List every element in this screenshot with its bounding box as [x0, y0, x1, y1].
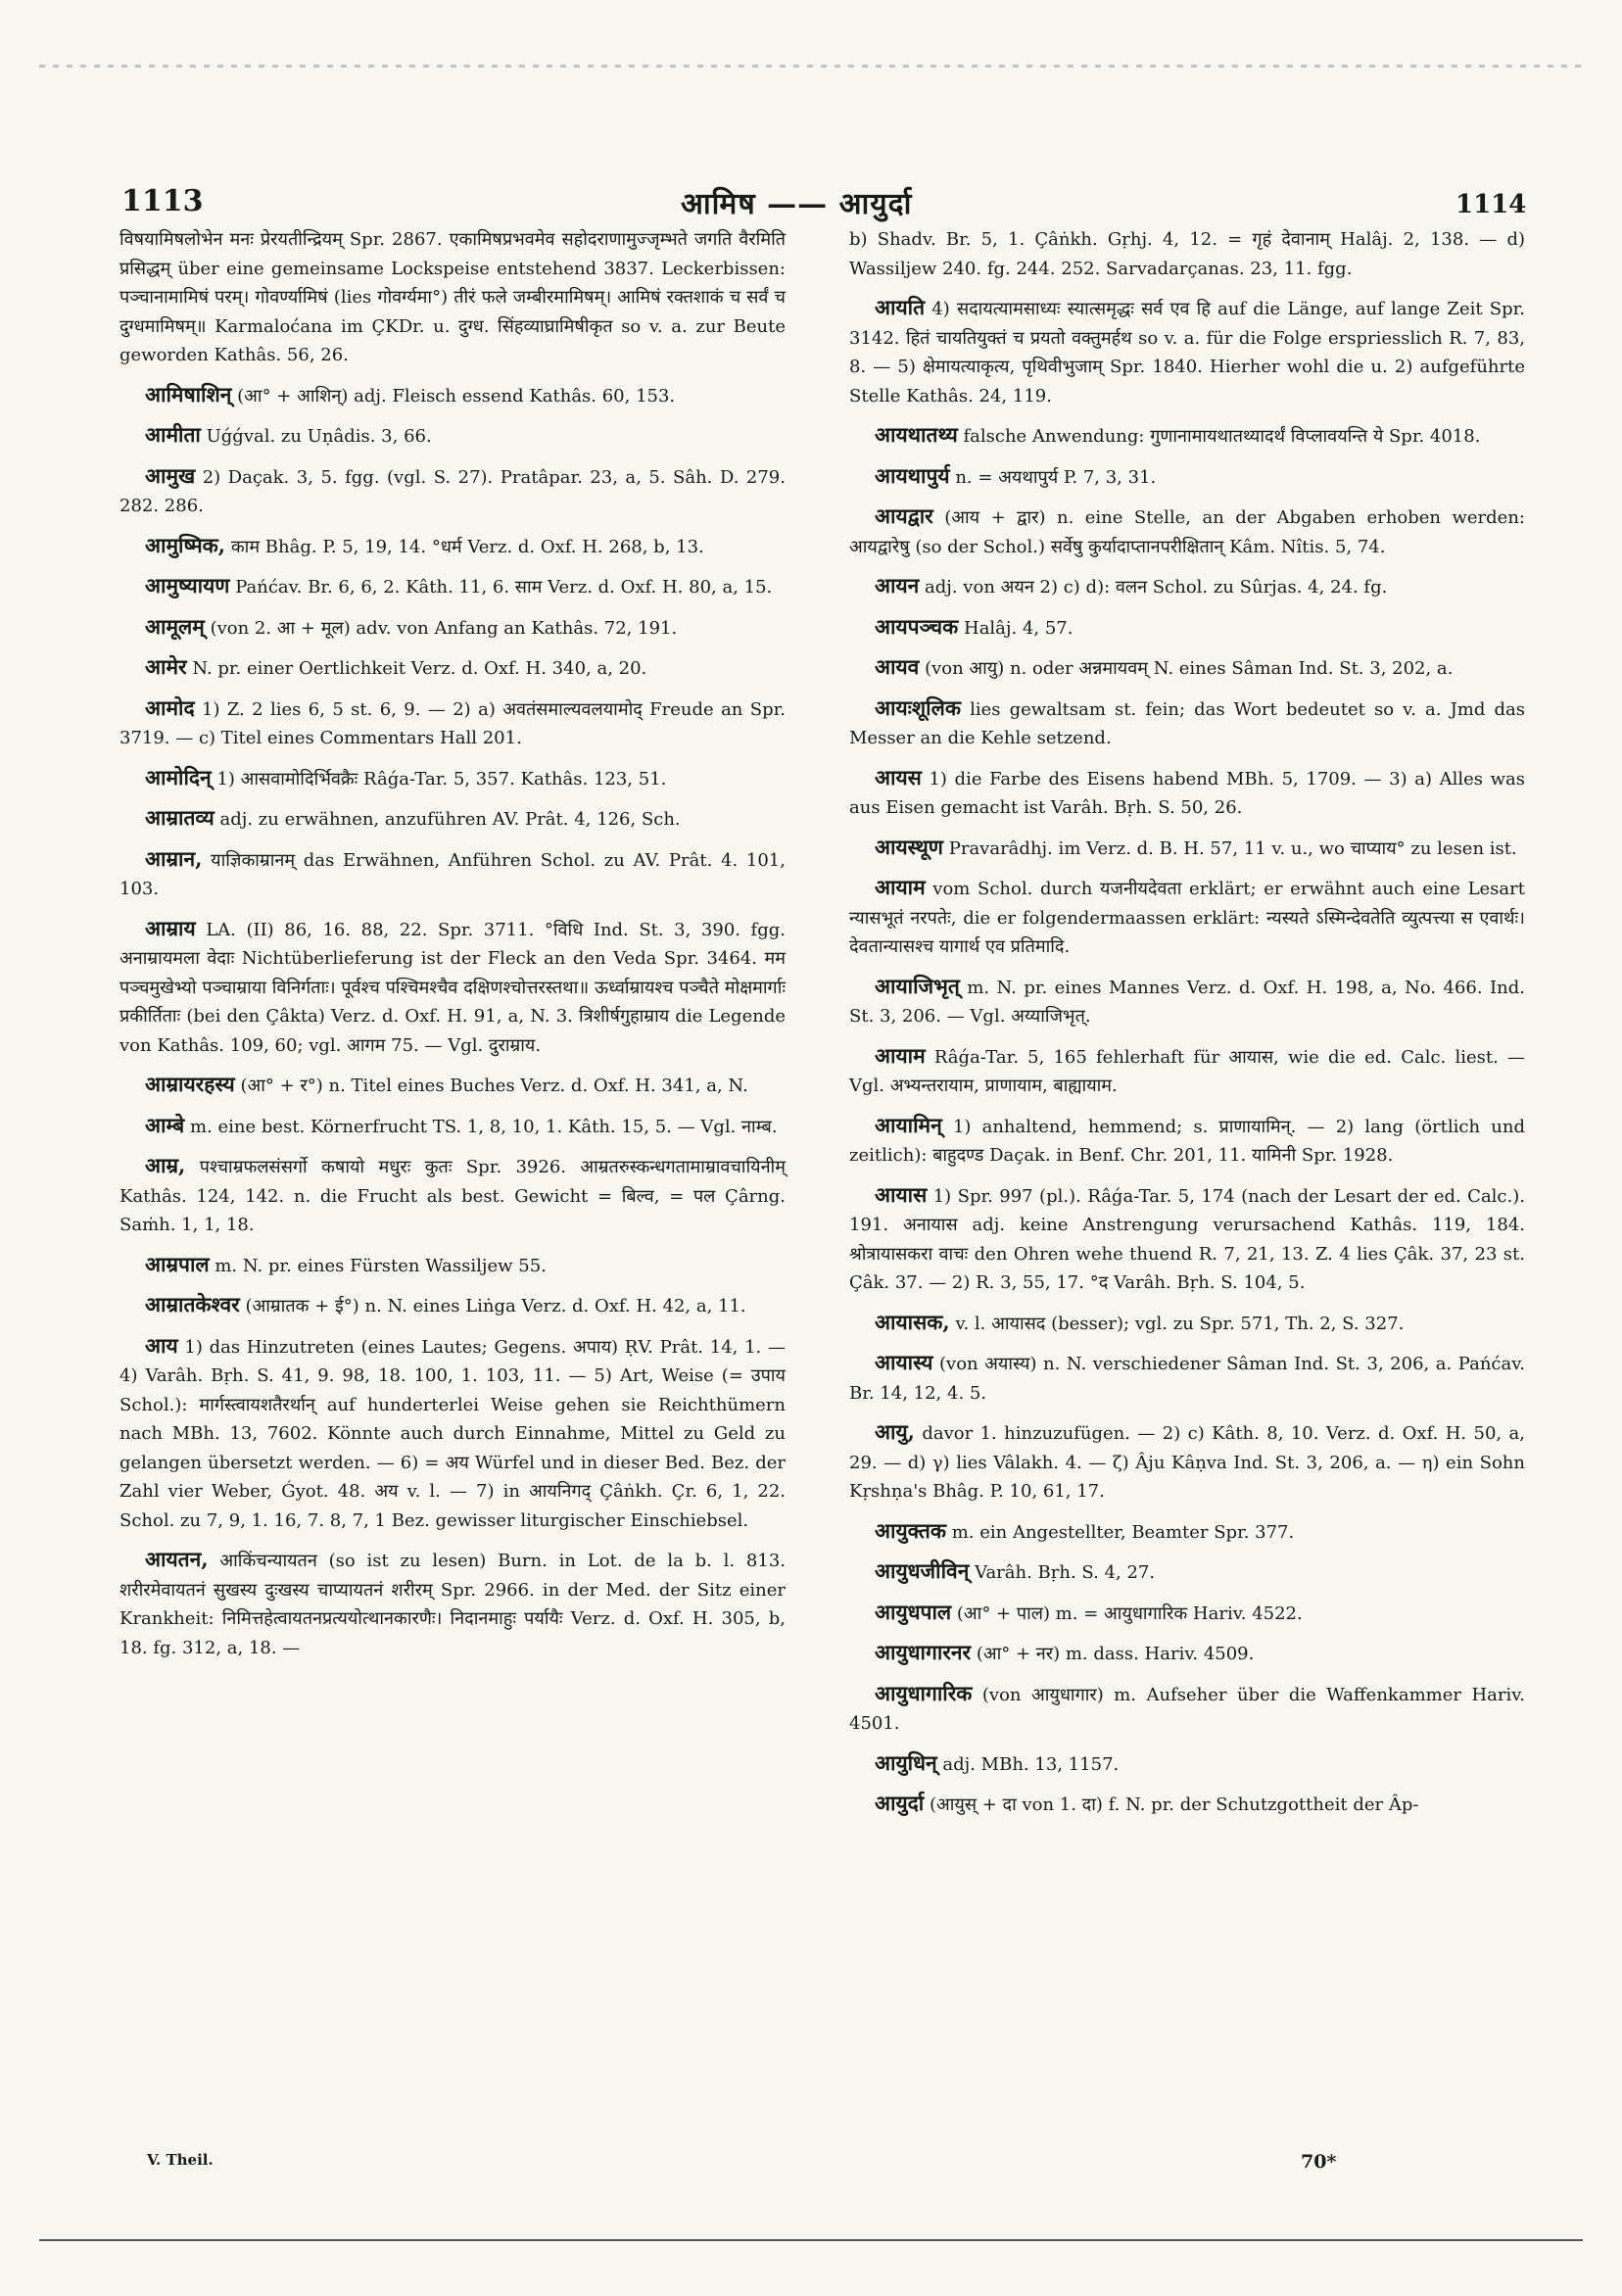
entry-headword: आम्रातव्य: [145, 805, 215, 830]
entry-headword: आमूलम्: [145, 613, 205, 639]
dictionary-entry: [849, 612, 1525, 644]
entry-text: 2) Daçak. 3, 5. fgg. (vgl. S. 27). Pratâpar. 23, a, 5. Sâh. D. 279. 282. 286.: [119, 466, 786, 516]
dictionary-entry: [119, 1290, 786, 1321]
entry-text: विषयामिषलोभेन मनः प्रेरयतीन्द्रियम् Spr. 2867. एकामिषप्रभवमेव सहोदराणामुज्जृम्भते जगति वैरमिति प्रसिद्धम् über eine gemeinsame Lockspeise entstehend 3837. Leckerbissen: पञ्चानामामिषं परम्। गोवर्ण्यामिषं (lies गोवर्ग्यमा°) तीरं फले जम्बीरमामिषम्। आमिषं रक्तशाकं च सर्वं च दुग्धमामिषम्॥ Karmaloćana im ÇKDr. u. दुग्ध. सिंहव्याघ्रामिषीकृत so v. a. zur Beute geworden Kathâs. 56, 26.: [119, 229, 786, 365]
entry-text: (von 2. आ + मूल) adv. von Anfang an Kathâs. 72, 191.: [210, 617, 678, 639]
entry-text: काम Bhâg. P. 5, 19, 14. °धर्म Verz. d. Oxf. H. 268, b, 13.: [230, 536, 704, 557]
entry-text: falsche Anwendung: गुणानामायथातथ्यादर्थं विप्लावयन्ति ये Spr. 4018.: [963, 426, 1481, 447]
entry-headword: आयति: [875, 295, 926, 319]
dictionary-entry: [849, 763, 1525, 823]
entry-headword: आमुष्यायण: [145, 573, 230, 598]
entry-text: m. N. pr. eines Fürsten Wassiljew 55.: [215, 1255, 547, 1276]
entry-text: Uǵǵval. zu Uṇâdis. 3, 66.: [206, 426, 432, 447]
entry-headword: आयु,: [875, 1419, 915, 1444]
dictionary-entry: [849, 1417, 1525, 1507]
dictionary-entry: [119, 461, 786, 521]
dictionary-entry: [849, 873, 1525, 962]
entry-text: आकिंचन्यायतन (so ist zu lesen) Burn. in Lot. de la b. l. 813. शरीरमेवायतनं सुखस्य दुःखस्य चाप्यायतनं शरीरम् Spr. 2966. in der Med. der Sitz einer Krankheit: निमित्तहेत्वायतनप्रत्ययोत्थानकारणैः। निदानमाहुः पर्यायैः Verz. d. Oxf. H. 305, b, 18. fg. 312, a, 18. —: [119, 1551, 786, 1658]
entry-text: (आ° + पाल) m. = आयुधागारिक Hariv. 4522.: [956, 1602, 1303, 1624]
dictionary-entry: [849, 571, 1525, 602]
entry-headword: आयुक्तक: [875, 1517, 946, 1543]
dictionary-entry: [849, 293, 1525, 410]
entry-text: Halâj. 4, 57.: [964, 617, 1073, 639]
entry-text: (आ° + आशिन्) adj. Fleisch essend Kathâs. 60, 153.: [237, 385, 676, 407]
dictionary-entry: [119, 612, 786, 644]
entry-text: (von अयास्य) n. N. verschiedener Sâman Ind. St. 3, 206, a. Pańćav. Br. 14, 12, 4. 5.: [849, 1354, 1525, 1404]
entry-text: 1) die Farbe des Eisens habend MBh. 5, 1709. — 3) a) Alles was aus Eisen gemacht ist Varâh. Bṛh. S. 50, 26.: [849, 768, 1525, 818]
volume-note: V. Theil.: [147, 2151, 214, 2169]
dictionary-entry: [849, 420, 1525, 452]
entry-headword: आयःशूलिक: [875, 694, 961, 720]
dictionary-entry: [119, 844, 786, 904]
entry-headword: आमीता: [145, 422, 201, 447]
dictionary-entry: [119, 531, 786, 562]
entry-text: m. ein Angestellter, Beamter Spr. 377.: [951, 1521, 1295, 1543]
entry-headword: आयुधपाल: [875, 1599, 952, 1624]
dictionary-entry: [849, 972, 1525, 1031]
entry-text: vom Schol. durch यजनीयदेवता erklärt; er erwähnt auch eine Lesart न्यासभूतं नरपतेः, die er folgendermaassen erklärt: न्यस्यते ऽस्मिन्देवतेति व्युत्पत्त्या स एवार्थः। देवतान्यासश्च यागार्थ एव प्रतिमादि.: [849, 879, 1525, 957]
dictionary-entry: [849, 1111, 1525, 1171]
entry-headword: आयास: [875, 1181, 928, 1207]
entry-headword: आयन: [875, 573, 920, 598]
entry-headword: आयद्वार: [875, 503, 933, 528]
dictionary-entry: [119, 803, 786, 835]
entry-text: 1) das Hinzutreten (eines Lautes; Gegens. अपाय) ṚV. Prât. 14, 1. — 4) Varâh. Bṛh. S. 41, 9. 98, 18. 100, 1. 103, 11. — 5) Art, Weise (= उपाय Schol.): मार्गस्त्वायशतैरर्थान् auf hunderterlei Weise gehen sie Reichthümern nach MBh. 13, 7602. Könnte auch durch Einnahme, Mittel zu Geld zu gelangen übersetzt werden. — 6) = अय Würfel und in dieser Bed. Bez. der Zahl vier Weber, Ǵyot. 48. अय v. l. — 7) in आयनिगद् Çâṅkh. Çr. 6, 1, 22. Schol. zu 7, 9, 1. 16, 7. 8, 7, 1 Bez. gewisser liturgischer Einschiebsel.: [119, 1336, 786, 1531]
dictionary-entry: [119, 1331, 786, 1536]
dictionary-entry: [119, 1111, 786, 1142]
page-number-right: 1114: [1455, 190, 1527, 219]
dictionary-entry: [849, 1556, 1525, 1588]
entry-text: 1) anhaltend, hemmend; s. प्राणायामिन्. — 2) lang (örtlich und zeitlich): बाहुदण्ड Daçak. in Benf. Chr. 201, 11. यामिनी Spr. 1928.: [849, 1116, 1525, 1166]
entry-text: 4) सदायत्यामसाध्यः स्यात्समृद्धः सर्व एव हि auf die Länge, auf lange Zeit Spr. 3142. हितं चायतियुक्तं च प्रयतो वक्तुमर्हथ so v. a. für die Folge erspriesslich R. 7, 83, 8. — 5) क्षेमायत्याकृत्य, पृथिवीभुजाम् Spr. 1840. Hierher wohl die u. 2) aufgeführte Stelle Kathâs. 24, 119.: [849, 299, 1525, 407]
dictionary-entry: [849, 1180, 1525, 1298]
entry-text: पश्चाम्रफलसंसर्गो कषायो मधुरः कुतः Spr. 3926. आम्रतरुस्कन्धगतामाम्रावचायिनीम् Kathâs. 124, 142. n. die Frucht als best. Gewicht = बिल्व, = पल Çârng. Saṁh. 1, 1, 18.: [119, 1157, 786, 1235]
entry-text: lies gewaltsam st. fein; das Wort bedeutet so v. a. Jmd das Messer an die Kehle setzend.: [849, 698, 1525, 748]
dictionary-entry: [119, 652, 786, 684]
entry-headword: आम्रातकेश्वर: [145, 1292, 240, 1316]
entry-headword: आयुधागारिक: [875, 1680, 973, 1705]
dictionary-entry: [119, 420, 786, 452]
entry-text: (von आयुधागार) m. Aufseher über die Waffenkammer Hariv. 4501.: [849, 1684, 1525, 1734]
entry-headword: आयामिन्: [875, 1112, 942, 1137]
dictionary-entry: [849, 502, 1525, 561]
entry-headword: आयुधिन्: [875, 1749, 937, 1775]
entry-headword: आयस: [875, 764, 922, 789]
page-number-left: 1113: [121, 184, 204, 218]
entry-headword: आमुख: [145, 462, 196, 488]
dictionary-entry: [849, 652, 1525, 684]
entry-text: Varâh. Bṛh. S. 4, 27.: [975, 1562, 1156, 1583]
dictionary-entry: [849, 1679, 1525, 1739]
left-column: [119, 225, 786, 1672]
dictionary-entry: [849, 1041, 1525, 1101]
right-column: [849, 225, 1525, 1830]
entry-text: davor 1. hinzuzufügen. — 2) c) Kâth. 8, 10. Verz. d. Oxf. H. 50, a, 29. — d) γ) lies Vâlakh. 4. — ζ) Âju Kâṇva Ind. St. 3, 206, a. — η) ein Sohn Kṛshṇa's Bhâg. P. 10, 61, 17.: [849, 1423, 1525, 1502]
dictionary-entry: [119, 694, 786, 753]
dictionary-entry: [849, 1789, 1525, 1820]
entry-headword: आय: [145, 1332, 178, 1358]
entry-headword: आम्रायरहस्य: [145, 1072, 235, 1096]
dictionary-entry: [849, 833, 1525, 864]
running-head: आमिष —— आयुर्दा: [681, 187, 913, 221]
entry-headword: आयथापुर्य: [875, 462, 950, 488]
entry-text: (आय + द्वार) n. eine Stelle, an der Abgaben erhoben werden: आयद्वारेषु (so der Schol.) सर्वेषु कुर्यादाप्तानपरीक्षितान् Kâm. Nîtis. 5, 74.: [849, 507, 1525, 557]
dictionary-entry: [849, 694, 1525, 753]
entry-text: (von आयु) n. oder अन्नमायवम् N. eines Sâman Ind. St. 3, 202, a.: [925, 658, 1454, 679]
entry-headword: आमुष्मिक,: [145, 532, 226, 557]
entry-text: 1) Spr. 997 (pl.). Râǵa-Tar. 5, 174 (nach der Lesart der ed. Calc.). 191. अनायास adj. keine Anstrengung verursachend Kathâs. 119, 184. श्रोत्रायासकरा वाचः den Ohren wehe thuend R. 7, 21, 13. Z. 4 lies Çâk. 37, 23 st. Çâk. 37. — 2) R. 3, 55, 17. °द Varâh. Bṛh. S. 104, 5.: [849, 1185, 1525, 1293]
dictionary-entry: [849, 1516, 1525, 1548]
dictionary-entry: [849, 1348, 1525, 1408]
dictionary-entry: [119, 1545, 786, 1662]
entry-text: (आम्रातक + ई°) n. N. eines Liṅga Verz. d. Oxf. H. 42, a, 11.: [245, 1296, 746, 1316]
dictionary-entry: [119, 1151, 786, 1240]
dictionary-entry: [849, 225, 1525, 283]
entry-headword: आयासक,: [875, 1309, 950, 1334]
entry-headword: आयुधागारनर: [875, 1640, 972, 1664]
entry-text: adj. MBh. 13, 1157.: [942, 1753, 1120, 1775]
entry-text: (आयुस् + दा von 1. दा) f. N. pr. der Schutzgottheit der Âp-: [929, 1794, 1419, 1815]
entry-headword: आयव: [875, 654, 920, 679]
entry-text: Râǵa-Tar. 5, 165 fehlerhaft für आयास, wie die ed. Calc. liest. — Vgl. अभ्यन्तरायाम, प्राणायाम, बाह्यायाम.: [849, 1046, 1525, 1096]
entry-headword: आमिषाशिन्: [145, 381, 232, 407]
entry-headword: आयुधजीविन्: [875, 1558, 970, 1583]
scan-artifact-line: [39, 65, 1583, 68]
entry-headword: आयतन,: [145, 1547, 209, 1571]
entry-text: 1) आसवामोदिर्भिवक्रैः Râǵa-Tar. 5, 357. Kathâs. 123, 51.: [216, 768, 667, 789]
entry-headword: आयस्थूण: [875, 834, 943, 859]
entry-headword: आमोदिन्: [145, 764, 212, 789]
entry-text: adj. von अयन 2) c) d): वलन Schol. zu Sûrjas. 4, 24. fg.: [925, 577, 1388, 598]
entry-headword: आमेर: [145, 654, 187, 679]
entry-text: n. = अयथापुर्य P. 7, 3, 31.: [955, 466, 1157, 488]
entry-text: N. pr. einer Oertlichkeit Verz. d. Oxf. H. 340, a, 20.: [192, 658, 647, 679]
entry-text: (आ° + नर) m. dass. Hariv. 4509.: [976, 1644, 1255, 1664]
dictionary-entry: [119, 763, 786, 794]
entry-text: याज्ञिकाम्रानम् das Erwähnen, Anführen Schol. zu AV. Prât. 4. 101, 103.: [119, 849, 786, 899]
entry-headword: आयपञ्चक: [875, 613, 959, 639]
dictionary-entry: [849, 1638, 1525, 1669]
dictionary-entry: [119, 571, 786, 602]
entry-headword: आयुर्दा: [875, 1791, 925, 1815]
entry-text: m. N. pr. eines Mannes Verz. d. Oxf. H. 198, a, No. 466. Ind. St. 3, 206. — Vgl. अय्याजिभृत्.: [849, 977, 1525, 1027]
entry-text: v. l. आयासद (besser); vgl. zu Spr. 571, Th. 2, S. 327.: [955, 1313, 1405, 1334]
entry-headword: आमोद: [145, 694, 195, 720]
entry-text: (आ° + र°) n. Titel eines Buches Verz. d. Oxf. H. 341, a, N.: [240, 1076, 748, 1096]
dictionary-entry: [119, 1070, 786, 1101]
dictionary-entry: [119, 225, 786, 370]
dictionary-entry: [849, 1308, 1525, 1339]
entry-text: b) Shadv. Br. 5, 1. Çâṅkh. Gṛhj. 4, 12. = गृहं देवानाम् Halâj. 2, 138. — d) Wassiljew 240. fg. 244. 252. Sarvadarçanas. 23, 11. fgg.: [849, 229, 1525, 279]
entry-headword: आम्राय: [145, 915, 196, 940]
entry-text: Pravarâdhj. im Verz. d. B. H. 57, 11 v. u., wo चाप्याय° zu lesen ist.: [948, 837, 1517, 859]
signature-mark: 70*: [1301, 2151, 1337, 2173]
entry-headword: आयास्य: [875, 1350, 933, 1374]
entry-text: m. eine best. Körnerfrucht TS. 1, 8, 10, 1. Kâth. 15, 5. — Vgl. नाम्ब.: [190, 1116, 778, 1137]
dictionary-entry: [119, 914, 786, 1061]
dictionary-entry: [119, 380, 786, 411]
entry-text: 1) Z. 2 lies 6, 5 st. 6, 9. — 2) a) अवतंसमाल्यवलयामोद् Freude an Spr. 3719. — c) Titel eines Commentars Hall 201.: [119, 698, 786, 748]
dictionary-entry: [119, 1250, 786, 1281]
entry-headword: आयाम: [875, 875, 926, 899]
bottom-rule: [39, 2239, 1583, 2241]
page-header: [0, 180, 1622, 229]
dictionary-entry: [849, 1748, 1525, 1780]
entry-headword: आम्र,: [145, 1153, 186, 1177]
entry-text: Pańćav. Br. 6, 6, 2. Kâth. 11, 6. साम Verz. d. Oxf. H. 80, a, 15.: [235, 577, 773, 598]
entry-text: LA. (II) 86, 16. 88, 22. Spr. 3711. °विधि Ind. St. 3, 390. fgg. अनाम्रायमला वेदाः Nichtüberlieferung ist der Fleck an den Veda Spr. 3464. मम पञ्चमुखेभ्यो पञ्चाम्राया विनिर्गताः। पूर्वश्च पश्चिमश्चैव दक्षिणश्चोत्तरस्तथा॥ ऊर्ध्वाम्रायश्च पञ्चैते मोक्षमार्गाः प्रकीर्तिताः (bei den Çâkta) Verz. d. Oxf. H. 91, a, N. 3. त्रिशीर्षगुहाम्राय die Legende von Kathâs. 109, 60; vgl. आगम 75. — Vgl. दुराम्राय.: [119, 919, 786, 1056]
entry-headword: आम्रान,: [145, 845, 203, 871]
entry-headword: आम्रपाल: [145, 1251, 210, 1276]
dictionary-entry: [849, 461, 1525, 493]
entry-headword: आयाम: [875, 1042, 926, 1068]
entry-headword: आयाजिभृत्: [875, 973, 960, 998]
entry-headword: आयथातथ्य: [875, 422, 958, 447]
dictionary-entry: [849, 1598, 1525, 1629]
entry-headword: आम्बे: [145, 1112, 185, 1137]
entry-text: adj. zu erwähnen, anzuführen AV. Prât. 4, 126, Sch.: [219, 809, 681, 830]
